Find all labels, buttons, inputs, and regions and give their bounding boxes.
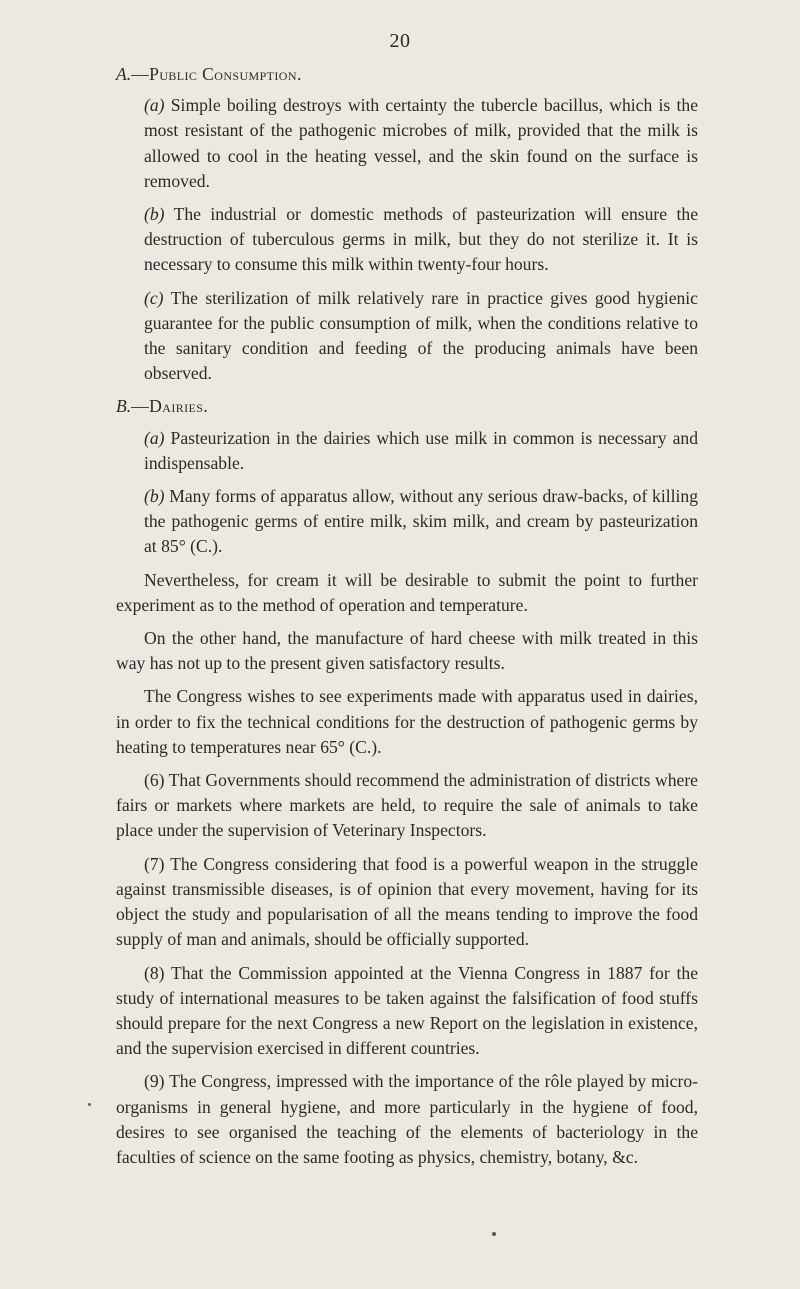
paragraph-cheese: On the other hand, the manufacture of hard cheese with milk treated in this way has not up to the present given satisfactory results. [116, 628, 698, 674]
section-b-item-a [116, 426, 698, 476]
item-mark: (c) [144, 287, 164, 308]
section-a-heading [116, 62, 698, 87]
paragraph-experiments: The Congress wishes to see experiments made with apparatus used in dairies, in order to fix the technical conditions for the destruction of pathogenic germs by heating to temperatures near 65° (C.). [116, 686, 698, 757]
item-mark: (a) [144, 427, 165, 448]
section-b-letter: B. [116, 396, 132, 417]
print-speck [88, 1103, 91, 1106]
page-number: 20 [389, 30, 411, 52]
item-text: Simple boiling destroys with certainty the tubercle bacillus, which is the most resistant of the pathogenic microbes of milk, provided that the milk is allowed to cool in the heating vessel, and the skin found on the surface is removed. [144, 95, 698, 191]
paragraph-resolution-6: (6) That Governments should recommend the administration of districts where fairs or markets where markets are held, to require the sale of animals to take place under the supervision of Veterinary Inspectors. [116, 770, 698, 841]
item-text: The industrial or domestic methods of pasteurization will ensure the destruction of tuberculous germs in milk, but they do not sterilize it. It is necessary to consume this milk within twenty-four hours. [144, 204, 698, 275]
section-a-letter: A. [116, 64, 132, 84]
section-b-heading [116, 394, 698, 419]
section-a-item-c [116, 286, 698, 387]
section-b-title: —Dairies. [131, 396, 209, 417]
section-a-title: —Public Consumption. [131, 64, 302, 84]
paragraph-cream: Nevertheless, for cream it will be desirable to submit the point to further experiment as to the method of operation and temperature. [116, 569, 698, 615]
page-content [116, 62, 698, 1178]
paragraph-resolution-8: (8) That the Commission appointed at the Vienna Congress in 1887 for the study of international measures to be taken against the falsification of food stuffs should prepare for the next Congress a new Report on the legislation in existence, and the supervision exercised in different countries. [116, 962, 698, 1059]
item-text: The sterilization of milk relatively rare in practice gives good hygienic guarantee for the public consumption of milk, when the conditions relative to the sanitary condition and feeding of the producing animals have been observed. [144, 287, 698, 384]
print-speck [492, 1232, 496, 1236]
section-b-item-b [116, 484, 698, 560]
paragraph-resolution-7: (7) The Congress considering that food is a powerful weapon in the struggle against transmissible diseases, is of opinion that every movement, having for its object the study and popularisation of all the means tending to improve the food supply of man and animals, should be officially supported. [116, 853, 698, 950]
item-mark: (b) [144, 204, 165, 225]
item-text: Many forms of apparatus allow, without any serious draw-backs, of killing the pathogenic germs of entire milk, skim milk, and cream by pasteurization at 85° (C.). [144, 486, 698, 557]
item-mark: (b) [144, 486, 165, 507]
section-a-item-b [116, 202, 698, 278]
item-mark: (a) [144, 95, 165, 116]
item-text: Pasteurization in the dairies which use milk in common is necessary and indispensable. [144, 427, 698, 473]
section-a-item-a [116, 93, 698, 194]
paragraph-resolution-9: (9) The Congress, impressed with the importance of the rôle played by micro-organisms in general hygiene, and more particularly in the hygiene of food, desires to see organised the teaching of the elements of bacteriology in the faculties of science on the same footing as physics, chemistry, botany, &c. [116, 1071, 698, 1167]
